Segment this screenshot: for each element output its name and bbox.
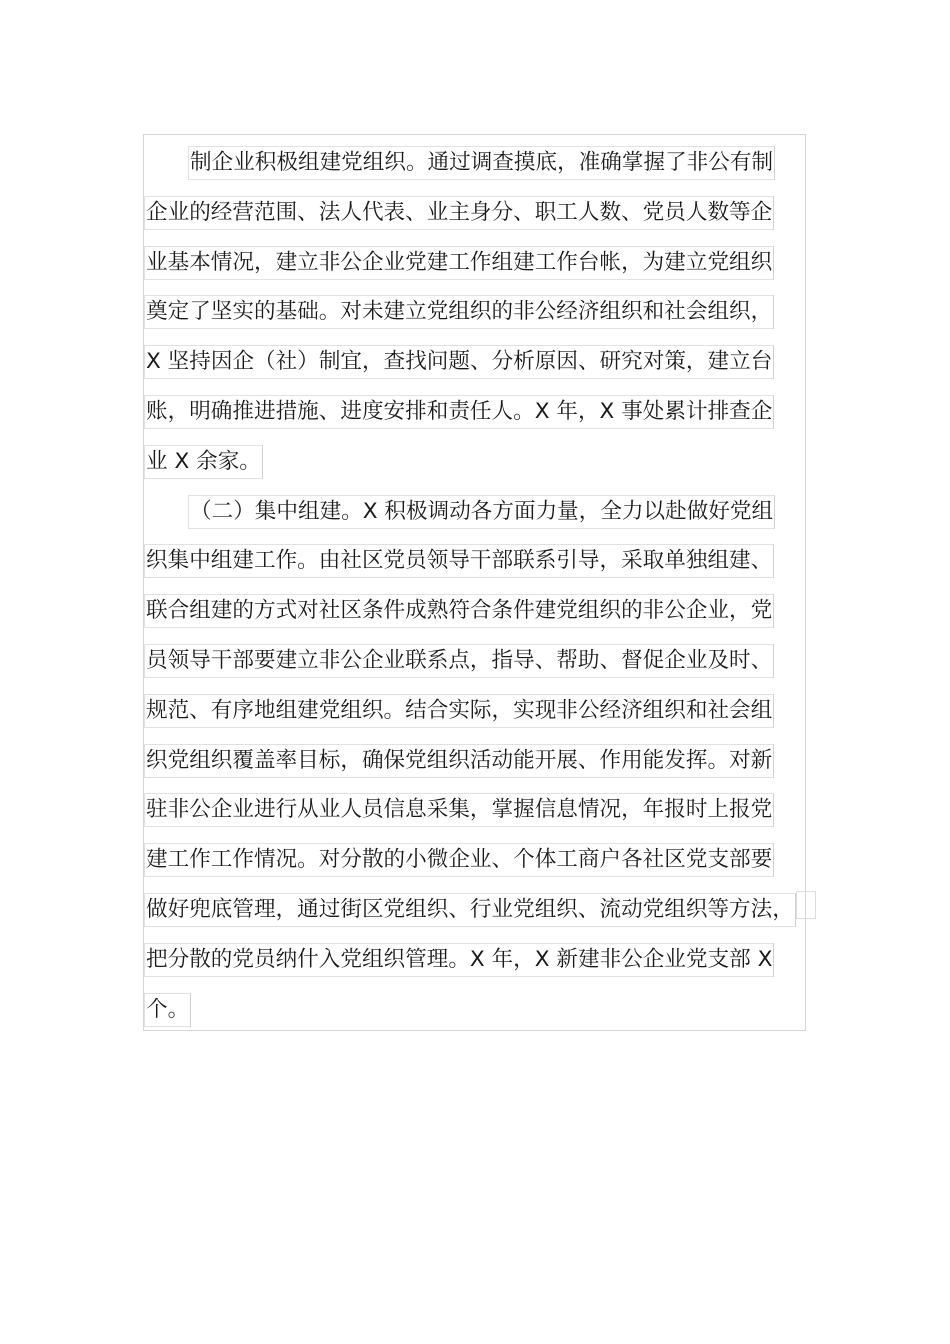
text-line: 个。 [144,993,191,1027]
paragraph-2-line [144,935,824,985]
text-line: 员领导干部要建立非公企业联系点，指导、帮助、督促企业及时、 [144,644,774,678]
paragraph-2-line [144,686,824,736]
text-line: 驻非公企业进行从业人员信息采集，掌握信息情况，年报时上报党 [144,793,774,827]
text-line: 规范、有序地组建党组织。结合实际，实现非公经济组织和社会组 [144,694,774,728]
paragraph-1-line [144,387,824,437]
text-line: 业基本情况，建立非公企业党建工作组建工作台帐，为建立党组织 [144,246,774,280]
paragraph-2-line [144,985,824,1035]
paragraph-1-line [144,238,824,288]
text-line: 奠定了坚实的基础。对未建立党组织的非公经济组织和社会组织， [144,295,774,329]
text-line: 联合组建的方式对社区条件成熟符合条件建党组织的非公企业，党 [144,594,774,628]
text-line: X 坚持因企（社）制宜，查找问题、分析原因、研究对策，建立台 [144,345,774,379]
paragraph-2-line [144,885,824,935]
paragraph-2-line [144,736,824,786]
paragraph-1-line [144,437,824,487]
paragraph-2-line [144,536,824,586]
text-line: 织集中组建工作。由社区党员领导干部联系引导，采取单独组建、 [144,544,774,578]
text-line: 把分散的党员纳什入党组织管理。X 年，X 新建非公企业党支部 X [144,943,774,977]
text-overflow-box [796,891,816,919]
text-line: 建工作工作情况。对分散的小微企业、个体工商户各社区党支部要 [144,843,774,877]
text-line: 织党组织覆盖率目标，确保党组织活动能开展、作用能发挥。对新 [144,744,774,778]
paragraph-2-line [144,487,824,537]
paragraph-1-line [144,287,824,337]
paragraph-2-line [144,785,824,835]
paragraph-2-line [144,586,824,636]
text-line: 做好兜底管理，通过街区党组织、行业党组织、流动党组织等方法， [144,893,796,927]
paragraph-1-line [144,138,824,188]
document-body [144,138,824,1034]
text-line: 企业的经营范围、法人代表、业主身分、职工人数、党员人数等企 [144,196,774,230]
paragraph-1-line [144,337,824,387]
text-line: 业 X 余家。 [144,445,263,479]
text-line: 制企业积极组建党组织。通过调查摸底，准确掌握了非公有制 [188,146,775,180]
paragraph-2-line [144,636,824,686]
paragraph-2-line [144,835,824,885]
paragraph-1-line [144,188,824,238]
text-line: 账，明确推进措施、进度安排和责任人。X 年，X 事处累计排查企 [144,395,774,429]
text-line: （二）集中组建。X 积极调动各方面力量，全力以赴做好党组 [188,495,775,529]
